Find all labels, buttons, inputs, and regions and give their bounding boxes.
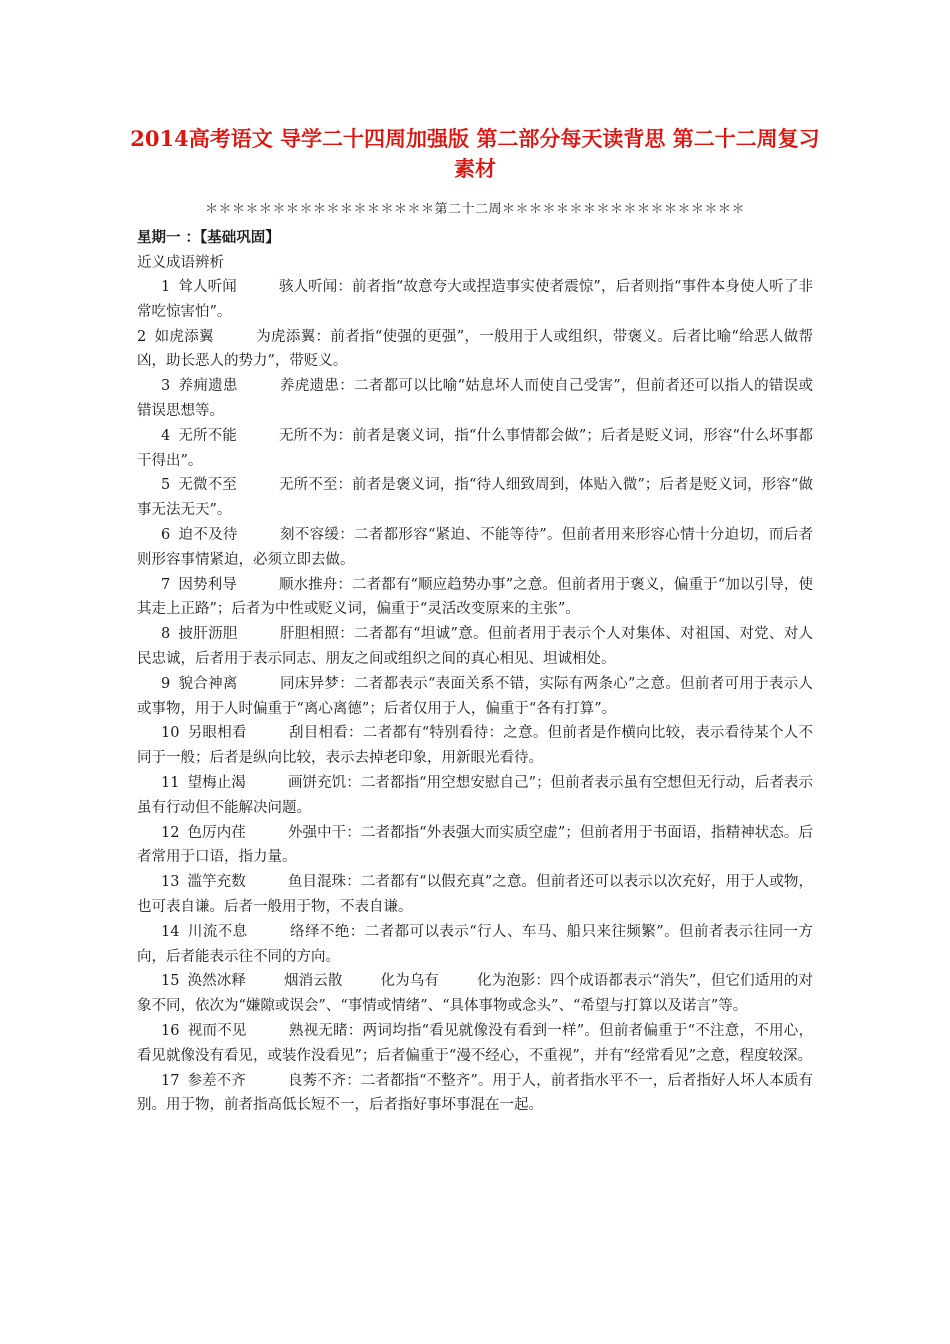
idiom-entry: 6 迫不及待 刻不容缓：二者都形容“紧迫、不能等待”。但前者用来形容心情十分迫切，而后者则形容事情紧迫，必须立即去做。	[137, 526, 813, 568]
week-divider: ＊＊＊＊＊＊＊＊＊＊＊＊＊＊＊＊＊第二十二周＊＊＊＊＊＊＊＊＊＊＊＊＊＊＊＊＊＊	[204, 202, 745, 217]
idiom-entry: 9 貌合神离 同床异梦：二者都表示“表面关系不错，实际有两条心”之意。但前者可用于表示人或事物，用于人时偏重于“离心离德”；后者仅用于人，偏重于“各有打算”。	[137, 675, 813, 717]
idiom-entry: 17 参差不齐 良莠不齐：二者都指“不整齐”。用于人，前者指水平不一，后者指好人坏人本质有别。用于物，前者指高低长短不一，后者指好事坏事混在一起。	[137, 1072, 814, 1114]
idiom-entry: 11 望梅止渴 画饼充饥：二者都指“用空想安慰自己”；但前者表示虽有空想但无行动，后者表示虽有行动但不能解决问题。	[137, 774, 814, 816]
idiom-entry: 10 另眼相看 刮目相看：二者都有“特别看待：之意。但前者是作横向比较，表示看待某个人不同于一般；后者是纵向比较，表示去掉老印象，用新眼光看待。	[137, 725, 813, 767]
idiom-entry: 13 滥竽充数 鱼目混珠：二者都有“以假充真”之意。但前者还可以表示以次充好，用于人或物，也可表自谦。后者一般用于物，不表自谦。	[137, 874, 814, 915]
idiom-entry: 8 披肝沥胆 肝胆相照：二者都有“坦诚”意。但前者用于表示个人对集体、对祖国、对党、对人民忠诚，后者用于表示同志、朋友之间或组织之间的真心相见、坦诚相处。	[137, 626, 813, 667]
idiom-entry: 1 耸人听闻 骇人听闻：前者指“故意夸大或捏造事实使者震惊”，后者则指“事件本身使人听了非常吃惊害怕”。	[137, 279, 813, 320]
page-title: 2014高考语文 导学二十四周加强版 第二部分每天读背思 第二十二周复习素材	[130, 126, 820, 181]
idiom-list	[137, 275, 813, 1118]
idiom-entry: 2 如虎添翼 为虎添翼：前者指“使强的更强”，一般用于人或组织，带褒义。后者比喻“给恶人做帮凶，助长恶人的势力”，带贬义。	[137, 328, 813, 370]
idiom-entry: 7 因势利导 顺水推舟：二者都有“顺应趋势办事”之意。但前者用于褒义，偏重于“加以引导，使其走上正路”；后者为中性或贬义词，偏重于“灵活改变原来的主张”。	[137, 576, 813, 618]
idiom-entry: 15 涣然冰释 烟消云散 化为乌有 化为泡影：四个成语都表示“消失”，但它们适用的对象不同，依次为“嫌隙或误会”、“事情或情绪”、“具体事物或念头”、“希望与打算以及诺言”等。	[137, 973, 814, 1015]
idiom-entry: 3 养痈遗患 养虎遗患：二者都可以比喻“姑息坏人而使自己受害”，但前者还可以指人的错误或错误思想等。	[137, 378, 813, 419]
idiom-entry: 12 色厉内荏 外强中干：二者都指“外表强大而实质空虚”；但前者用于书面语，指精神状态。后者常用于口语，指力量。	[137, 824, 814, 866]
section-heading: 近义成语辨析	[137, 255, 224, 271]
idiom-entry: 16 视而不见 熟视无睹：两词均指“看见就像没有看到一样”。但前者偏重于“不注意，不用心，看见就像没有看见，或装作没看见”；后者偏重于“漫不经心，不重视”，并有“经常看见”之意，程度较深。	[137, 1022, 813, 1064]
day-heading: 星期一 ：【基础巩固】	[137, 229, 280, 246]
idiom-entry: 4 无所不能 无所不为：前者是褒义词，指“什么事情都会做”；后者是贬义词，形容“什么坏事都干得出”。	[137, 427, 813, 469]
idiom-entry: 5 无微不至 无所不至：前者是褒义词，指“待人细致周到，体贴入微”；后者是贬义词，形容“做事无法无天”。	[137, 477, 813, 519]
idiom-entry: 14 川流不息 络绎不绝：二者都可以表示“行人、车马、船只来往频繁”。但前者表示往同一方向，后者能表示往不同的方向。	[137, 923, 814, 965]
